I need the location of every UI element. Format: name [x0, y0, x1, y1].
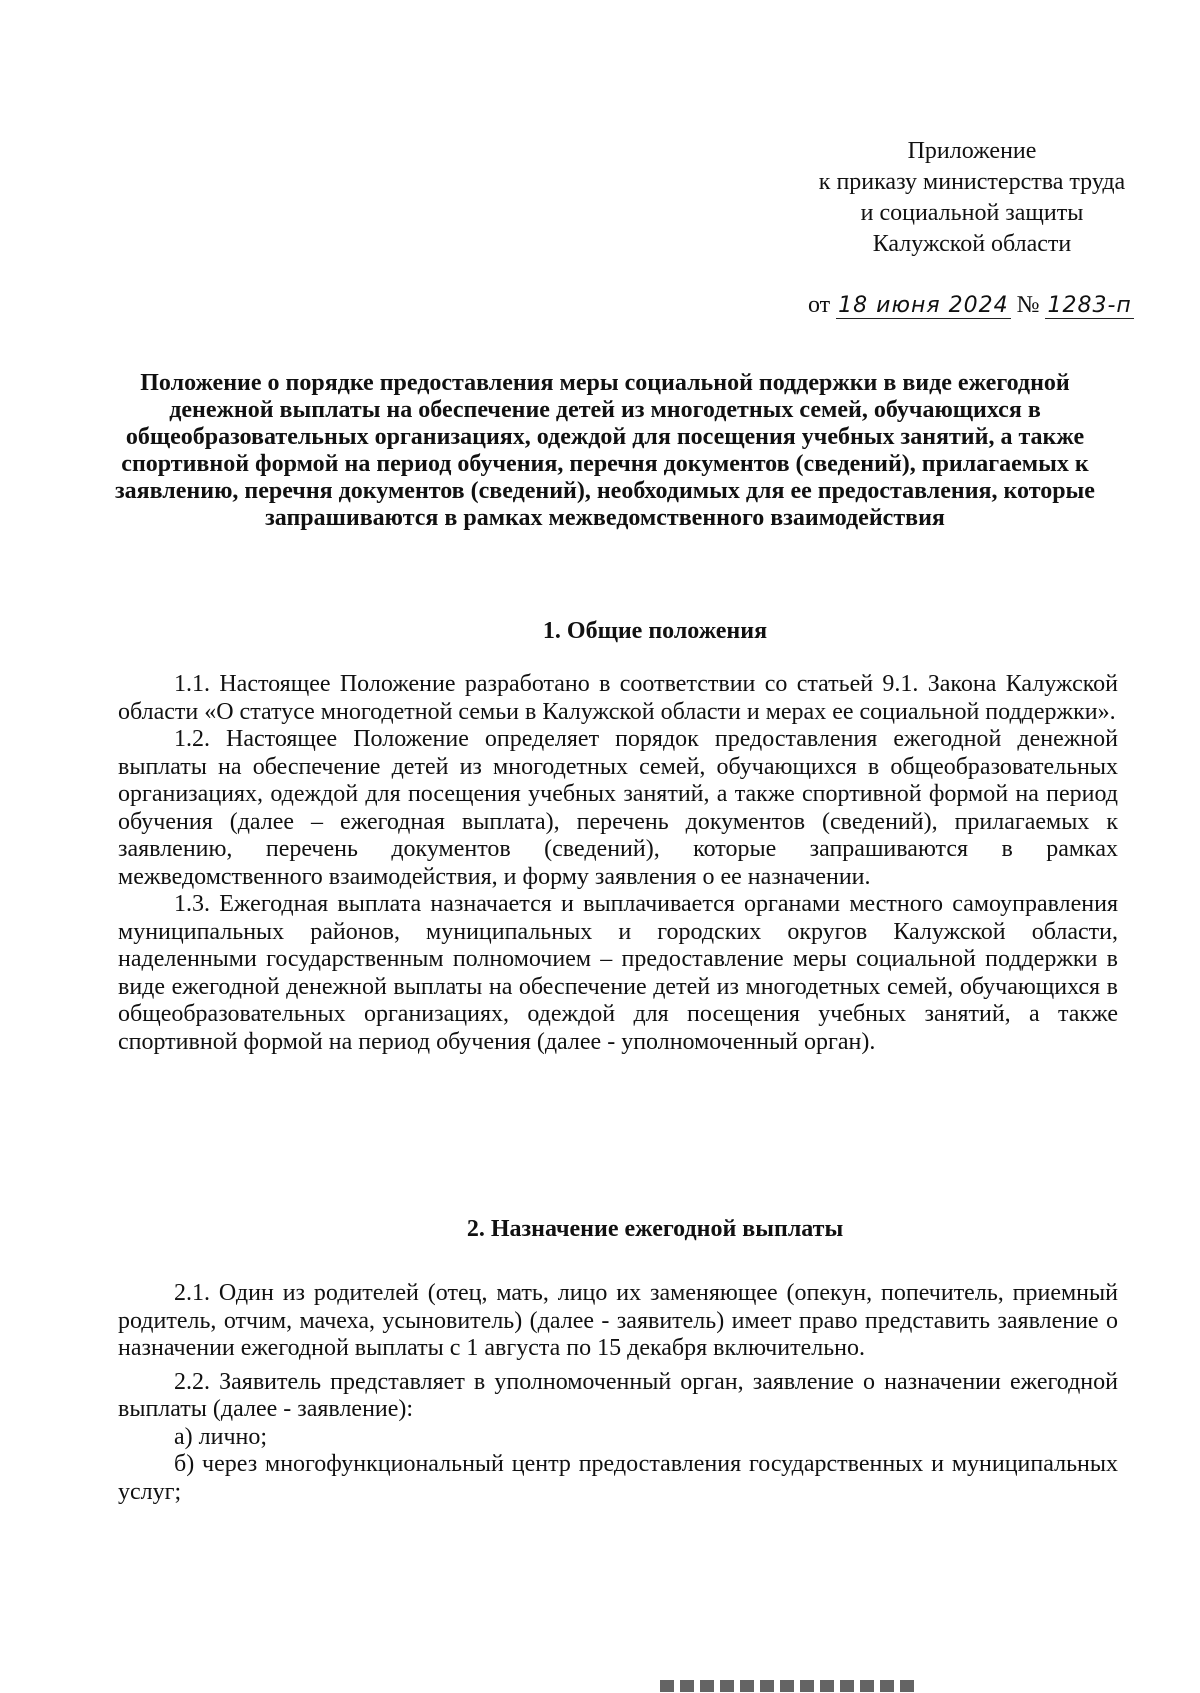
appendix-line: к приказу министерства труда	[818, 169, 1126, 195]
paragraph: 1.3. Ежегодная выплата назначается и выплачивается органами местного самоуправления муниципальных районов, муниципальных и городских округов Калужской области, наделенными государственным полномочием – предоставление меры социальной поддержки в виде ежегодной денежной выплаты на обеспечение детей из многодетных семей, обучающихся в общеобразовательных организациях, одеждой для посещения учебных занятий, а также спортивной формой на период обучения (далее - уполномоченный орган).	[118, 891, 1118, 1055]
section-heading: 1. Общие положения	[542, 618, 768, 644]
paragraph: 1.1. Настоящее Положение разработано в соответствии со статьей 9.1. Закона Калужской области «О статусе многодетной семьи в Калужской области и мерах ее социальной поддержки».	[118, 671, 1118, 725]
scan-artifact	[660, 1680, 920, 1692]
paragraph: 1.2. Настоящее Положение определяет порядок предоставления ежегодной денежной выплаты на обеспечение детей из многодетных семей, обучающихся в общеобразовательных организациях, одеждой для посещения учебных занятий, а также спортивной формой на период обучения (далее – ежегодная выплата), перечень документов (сведений), прилагаемых к заявлению, перечень документов (сведений), которые запрашиваются в рамках межведомственного взаимодействия, и форму заявления о ее назначении.	[118, 726, 1118, 890]
appendix-block	[792, 136, 1152, 260]
order-reference	[808, 292, 1134, 319]
paragraph: 2.1. Один из родителей (отец, мать, лицо их заменяющее (опекун, попечитель, приемный родитель, отчим, мачеха, усыновитель) (далее - заявитель) имеет право представить заявление о назначении ежегодной выплаты с 1 августа по 15 декабря включительно.	[118, 1280, 1118, 1361]
section-body	[118, 1280, 1118, 1506]
appendix-line: Приложение	[907, 138, 1037, 164]
section-body	[118, 671, 1118, 1056]
order-prefix: от	[808, 292, 831, 318]
appendix-line: и социальной защиты	[860, 200, 1084, 226]
list-item: а) лично;	[174, 1423, 268, 1450]
document-title: Положение о порядке предоставления меры социальной поддержки в виде ежегодной денежной выплаты на обеспечение детей из многодетных семей, обучающихся в общеобразовательных организациях, одеждой для посещения учебных занятий, а также спортивной формой на период обучения, перечня документов (сведений), прилагаемых к заявлению, перечня документов (сведений), необходимых для ее предоставления, которые запрашиваются в рамках межведомственного взаимодействия	[115, 370, 1095, 531]
order-date-handwritten: 18 июня 2024	[838, 293, 1009, 318]
order-number-sign: №	[1016, 292, 1040, 318]
appendix-line: Калужской области	[872, 231, 1072, 257]
section-heading: 2. Назначение ежегодной выплаты	[466, 1216, 844, 1242]
order-number-handwritten: 1283-п	[1047, 293, 1132, 318]
paragraph: 2.2. Заявитель представляет в уполномоченный орган, заявление о назначении ежегодной выплаты (далее - заявление):	[118, 1368, 1118, 1422]
list-item: б) через многофункциональный центр предоставления государственных и муниципальных услуг;	[118, 1451, 1118, 1505]
